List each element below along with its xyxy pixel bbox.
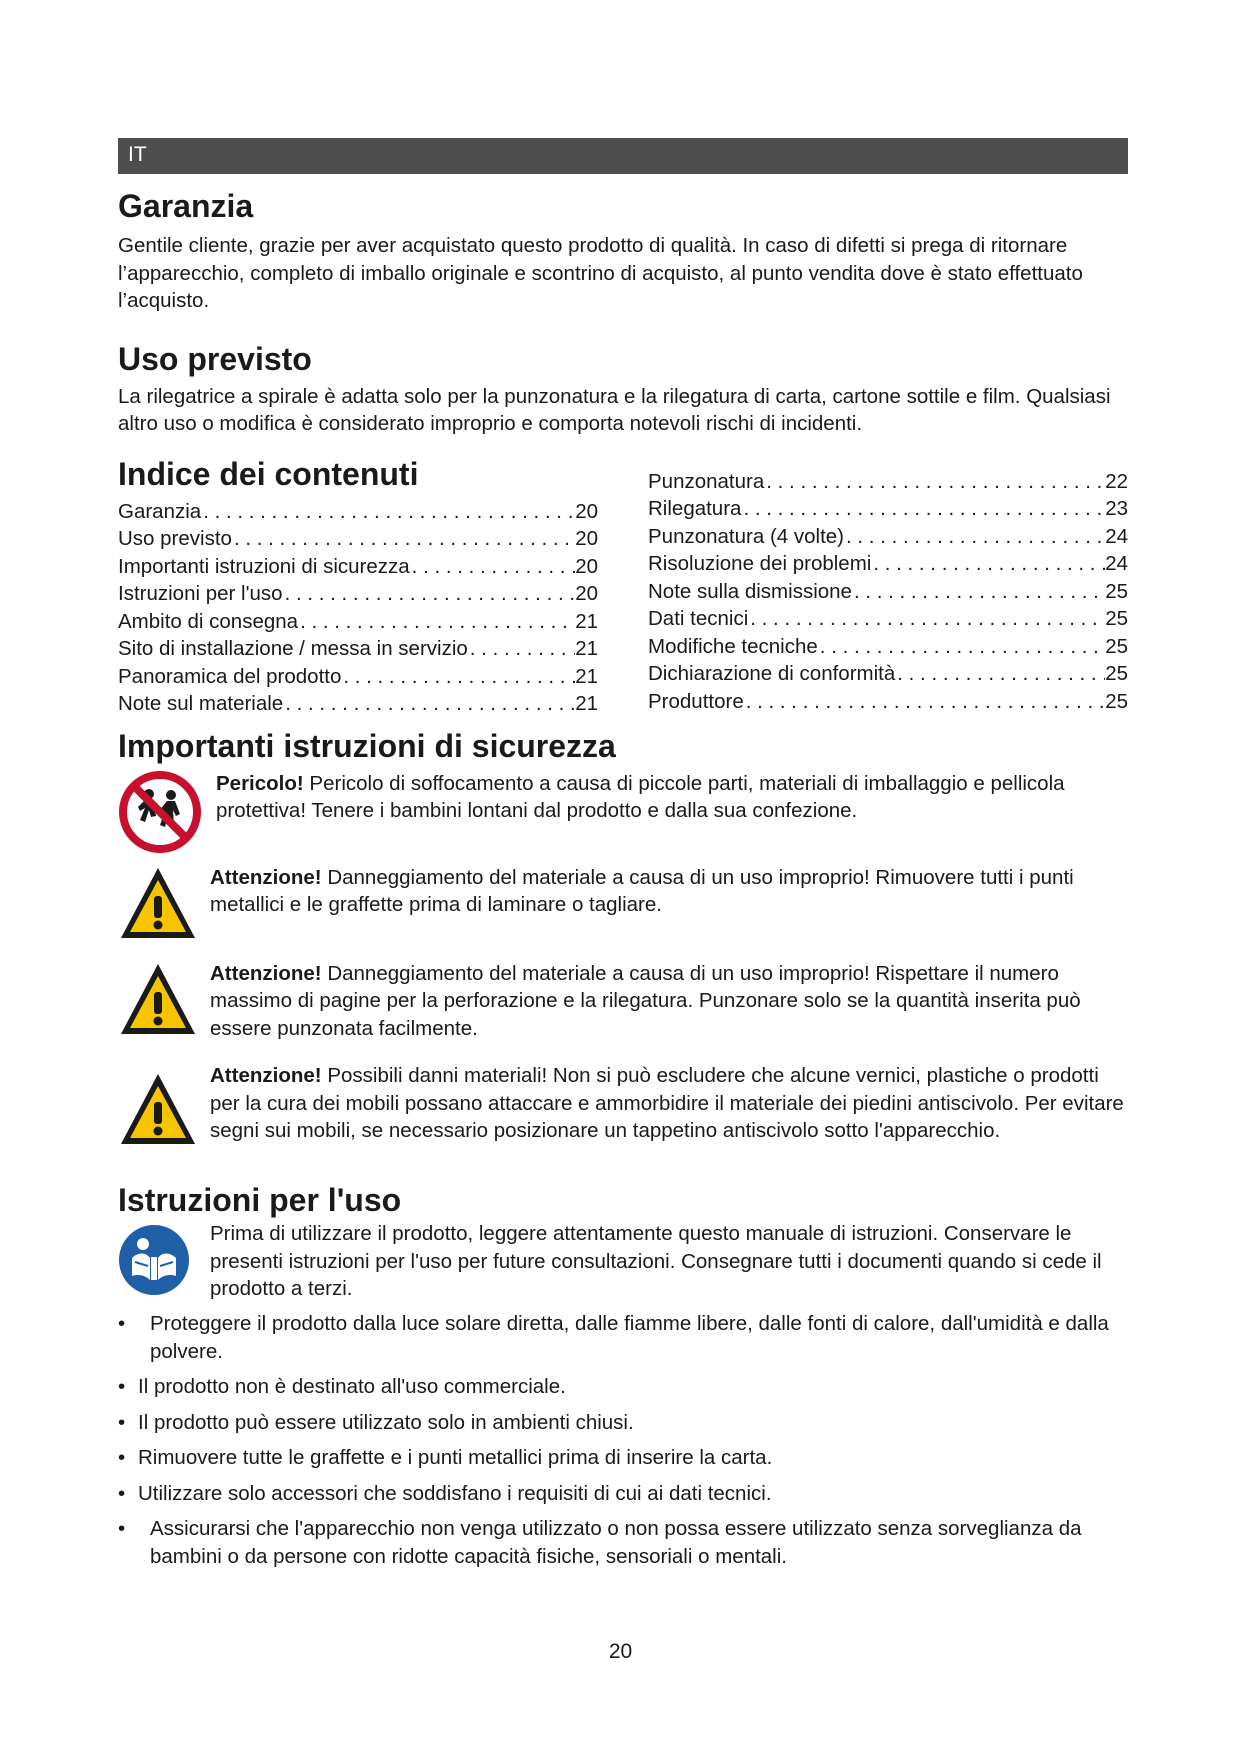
- toc-leader-dots: [232, 525, 575, 553]
- toc-entry-page: 23: [1105, 497, 1128, 520]
- toc-entry-page: 21: [575, 609, 598, 633]
- toc-entry[interactable]: [648, 495, 1128, 523]
- toc-left-column: [118, 454, 598, 718]
- toc-entry-label: Punzonatura: [648, 469, 765, 493]
- table-of-contents: [118, 454, 1128, 718]
- toc-entry-label: Note sul materiale: [118, 692, 284, 715]
- danger-notice-text: [216, 770, 1128, 825]
- toc-entry[interactable]: [118, 525, 598, 553]
- toc-entry[interactable]: [648, 550, 1128, 578]
- toc-entry-page: 25: [1105, 662, 1128, 685]
- toc-entry-page: 21: [575, 664, 598, 688]
- toc-entry-page: 25: [1105, 607, 1128, 630]
- toc-leader-dots: [201, 498, 575, 526]
- toc-entry-label: Istruzioni per l'uso: [118, 582, 283, 605]
- bullet: •: [118, 1410, 126, 1434]
- toc-leader-dots: [871, 550, 1105, 578]
- toc-entry-page: 25: [1105, 634, 1128, 658]
- garanzia-text: Gentile cliente, grazie per aver acquistato questo prodotto di qualità. In caso di difetti si prega di ritornare l’apparecchio, completo di imballo originale e scontrino di acquisto, al punto vendita dove è stato effettuato l’acquisto.: [118, 234, 1083, 312]
- toc-entry-page: 25: [1105, 689, 1128, 713]
- list-item: [118, 1480, 1128, 1508]
- toc-leader-dots: [852, 578, 1105, 606]
- caution-notice-text: [210, 864, 1128, 919]
- list-item: [118, 1444, 1128, 1472]
- list-item-text: Assicurarsi che l'apparecchio non venga utilizzato o non possa essere utilizzato senza sorveglianza da bambini o da persone con ridotte capacità fisiche, sensoriali o mentali.: [150, 1517, 1082, 1568]
- instructions-intro-text: Prima di utilizzare il prodotto, leggere attentamente questo manuale di istruzioni. Conservare le presenti istruzioni per l'uso per future consultazioni. Consegnare tutti i documenti quando si cede il prodotto a terzi.: [210, 1222, 1102, 1300]
- toc-leader-dots: [341, 663, 575, 691]
- toc-entry[interactable]: [118, 553, 598, 581]
- toc-leader-dots: [741, 495, 1105, 523]
- toc-entry[interactable]: [648, 633, 1128, 661]
- caution-notice: [118, 960, 1128, 1043]
- page-number: 20: [608, 1640, 633, 1663]
- toc-entry-label: Panoramica del prodotto: [118, 664, 342, 688]
- notice-body: Danneggiamento del materiale a causa di un uso improprio! Rimuovere tutti i punti metallici e le graffette prima di laminare o tagliare.: [210, 865, 1074, 916]
- section-title-istruzioni: Istruzioni per l'uso: [118, 1182, 402, 1218]
- toc-entry-label: Produttore: [648, 689, 744, 713]
- list-item-text: Utilizzare solo accessori che soddisfano i requisiti di cui ai dati tecnici.: [138, 1481, 772, 1505]
- notice-body: Possibili danni materiali! Non si può escludere che alcune vernici, plastiche o prodotti per la cura dei mobili possano attaccare e ammorbidire il materiale dei piedini antiscivolo. Per evitare segni sui mobili, se necessario posizionare un tappetino antiscivolo sotto l'apparecchio.: [210, 1064, 1124, 1142]
- toc-entry-label: Ambito di consegna: [118, 609, 299, 633]
- toc-entry-page: 24: [1105, 552, 1128, 575]
- list-item: [118, 1515, 1128, 1570]
- list-item-text: Il prodotto non è destinato all'uso commerciale.: [138, 1375, 566, 1398]
- uso-previsto-text: La rilegatrice a spirale è adatta solo per la punzonatura e la rilegatura di carta, cartone sottile e film. Qualsiasi altro uso o modifica è considerato improprio e comporta notevoli rischi di incidenti.: [118, 384, 1111, 435]
- toc-leader-dots: [298, 608, 575, 636]
- toc-entry-label: Garanzia: [118, 499, 202, 523]
- toc-entry[interactable]: [118, 498, 598, 526]
- bullet: •: [118, 1517, 126, 1540]
- toc-leader-dots: [748, 605, 1105, 633]
- caution-notice-text: [210, 960, 1128, 1043]
- toc-entry-label: Sito di installazione / messa in servizio: [118, 637, 468, 660]
- toc-entry-label: Risoluzione dei problemi: [648, 552, 872, 575]
- toc-entry[interactable]: [118, 635, 598, 663]
- toc-leader-dots: [744, 688, 1105, 716]
- caution-notice: [118, 864, 1128, 944]
- section-title-sicurezza: Importanti istruzioni di sicurezza: [118, 727, 616, 764]
- toc-entry[interactable]: [118, 690, 598, 718]
- toc-entry-label: Dichiarazione di conformità: [648, 662, 896, 685]
- warning-triangle-icon: [118, 960, 198, 1040]
- toc-entry[interactable]: [118, 580, 598, 608]
- notice-label: Attenzione!: [210, 961, 322, 985]
- toc-leader-dots: [895, 660, 1105, 688]
- toc-entry-label: Rilegatura: [648, 497, 742, 520]
- section-title-indice: Indice dei contenuti: [118, 455, 419, 492]
- notice-label: Attenzione!: [210, 1064, 322, 1087]
- toc-entry[interactable]: [648, 660, 1128, 688]
- toc-entry-page: 20: [575, 499, 598, 523]
- toc-entry-page: 20: [575, 527, 598, 550]
- section-title-uso-previsto: Uso previsto: [118, 340, 312, 377]
- toc-leader-dots: [283, 690, 575, 718]
- bullet: •: [118, 1481, 126, 1505]
- danger-notice: [118, 770, 1128, 850]
- bullet: •: [118, 1375, 126, 1398]
- toc-entry-page: 22: [1105, 469, 1128, 493]
- list-item: [118, 1409, 1128, 1437]
- toc-leader-dots: [818, 633, 1105, 661]
- manual-page: [118, 138, 1128, 1578]
- toc-leader-dots: [468, 635, 575, 663]
- toc-entry-page: 25: [1105, 579, 1128, 603]
- toc-entry[interactable]: [648, 523, 1128, 551]
- toc-entry-label: Note sulla dismissione: [648, 579, 852, 603]
- caution-notice: [118, 1062, 1128, 1150]
- section-title-garanzia: Garanzia: [118, 188, 254, 224]
- toc-leader-dots: [764, 468, 1105, 496]
- language-header-bar: [118, 138, 1128, 174]
- toc-entry[interactable]: [648, 468, 1128, 496]
- list-item: [118, 1373, 1128, 1401]
- instructions-intro: [118, 1220, 1128, 1304]
- toc-entry-label: Uso previsto: [118, 527, 232, 550]
- warning-triangle-icon: [118, 864, 198, 944]
- toc-right-column: [648, 454, 1128, 718]
- list-item-text: Proteggere il prodotto dalla luce solare diretta, dalle fiamme libere, dalle fonti di calore, dall'umidità e dalla polvere.: [150, 1312, 1109, 1363]
- toc-leader-dots: [410, 553, 576, 581]
- toc-entry-page: 21: [575, 637, 598, 660]
- list-item-text: Il prodotto può essere utilizzato solo in ambienti chiusi.: [138, 1410, 634, 1434]
- toc-leader-dots: [283, 580, 576, 608]
- toc-entry-label: Modifiche tecniche: [648, 634, 818, 658]
- toc-entry-label: Punzonatura (4 volte): [648, 524, 845, 548]
- list-item: [118, 1310, 1128, 1365]
- toc-entry-page: 21: [575, 692, 598, 715]
- warning-triangle-icon: [118, 1070, 198, 1150]
- toc-entry-page: 20: [575, 554, 598, 578]
- caution-notice-text: [210, 1062, 1128, 1145]
- list-item-text: Rimuovere tutte le graffette e i punti metallici prima di inserire la carta.: [138, 1446, 773, 1469]
- toc-entry[interactable]: [648, 605, 1128, 633]
- toc-entry[interactable]: [118, 608, 598, 636]
- read-manual-icon: [118, 1224, 198, 1304]
- notice-body: Danneggiamento del materiale a causa di un uso improprio! Rispettare il numero massimo di pagine per la perforazione e la rilegatura. Punzonare solo se la quantità inserita può essere punzonata facilmente.: [210, 961, 1081, 1040]
- toc-entry[interactable]: [648, 688, 1128, 716]
- toc-entry-page: 24: [1105, 524, 1128, 548]
- notice-body: Pericolo di soffocamento a causa di piccole parti, materiali di imballaggio e pellicola protettiva! Tenere i bambini lontani dal prodotto e dalla sua confezione.: [216, 771, 1065, 822]
- language-code: IT: [128, 143, 147, 166]
- toc-leader-dots: [844, 523, 1105, 551]
- toc-entry-label: Importanti istruzioni di sicurezza: [118, 554, 410, 578]
- bullet: •: [118, 1446, 126, 1469]
- no-children-icon: [118, 770, 202, 850]
- toc-entry[interactable]: [118, 663, 598, 691]
- toc-entry[interactable]: [648, 578, 1128, 606]
- instructions-list: [118, 1310, 1128, 1570]
- notice-label: Attenzione!: [210, 865, 322, 889]
- notice-label: Pericolo!: [216, 771, 304, 795]
- bullet: •: [118, 1312, 126, 1335]
- toc-entry-page: 20: [575, 582, 598, 605]
- toc-entry-label: Dati tecnici: [648, 607, 749, 630]
